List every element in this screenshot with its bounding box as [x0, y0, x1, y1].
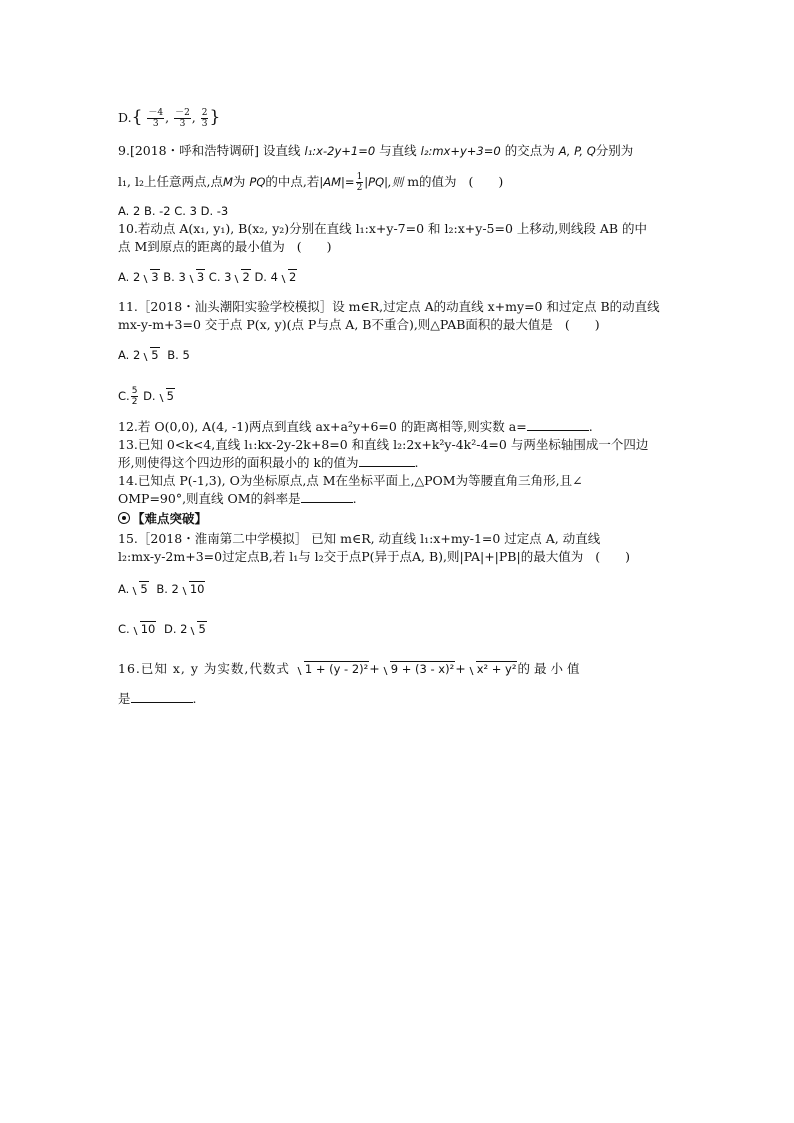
- q10-opt-b: B. 3: [163, 270, 186, 284]
- q16-text2: 的最小值: [517, 661, 584, 676]
- q9-text2: 与直线: [379, 143, 417, 158]
- q10-answer-paren: ( ): [296, 239, 332, 254]
- q8-item-3: $\frac{2}{3}$: [201, 108, 208, 129]
- q14-line-2: [118, 490, 678, 508]
- q15-opt-a-rad: 5: [140, 582, 148, 596]
- q9-answer-paren: ( ): [468, 174, 504, 189]
- q9-cond-right: |PQ|,则: [364, 175, 404, 189]
- section-header: [118, 510, 678, 528]
- q9-source: [2018・呼和浩特调研]: [129, 143, 260, 158]
- q16-plus2: +: [455, 661, 466, 676]
- q15-opt-c: C.: [118, 622, 130, 636]
- q11-opt-d-rad: 5: [166, 389, 174, 403]
- q11-options-cd: [118, 386, 678, 407]
- q11-opt-b: B. 5: [167, 348, 190, 362]
- q9-line-1: [118, 142, 678, 160]
- q16-line-2: [118, 690, 678, 708]
- q15-line-1: 15.［2018・淮南第二中学模拟］ 已知 m∈R, 动直线 l₁:x+my-1=0 过定点 A, 动直线: [118, 531, 601, 546]
- q11-options-ab: [118, 346, 678, 364]
- q8-option-d: D.{ $\frac{-4}{3}$ , $\frac{-2}{3}$ , $\frac{2}{3}$ }: [118, 107, 221, 129]
- q9-l1: l₁:x-2y+1=0: [304, 144, 376, 158]
- q10-opt-b-rad: 3: [196, 270, 205, 284]
- q9-ask: m的值为: [407, 174, 457, 189]
- q9-l2: l₂:mx+y+3=0: [420, 144, 501, 158]
- q11-opt-c-frac: [131, 386, 139, 407]
- q9-text4: 分别为: [595, 143, 634, 158]
- q9-m-point: M: [222, 175, 233, 189]
- q13-line-1: 13.已知 0<k<4,直线 l₁:kx-2y-2k+8=0 和直线 l₂:2x+k²y-4k²-4=0 与两坐标轴围成一个四边: [118, 437, 649, 452]
- q16-line2-text: 是: [118, 691, 131, 706]
- q15-opt-b: B. 2: [156, 582, 179, 596]
- q13-end: .: [414, 455, 419, 470]
- q12-line: [118, 418, 678, 436]
- q11-line2-text: mx-y-m+3=0 交于点 P(x, y)(点 P与点 A, B不重合),则△PAB面积的最大值是: [118, 317, 553, 332]
- q11-opt-a-rad: 5: [151, 348, 159, 362]
- q9-frac-den: 2: [356, 183, 363, 193]
- q15-options-cd: [118, 620, 678, 638]
- target-bullet-icon: [118, 512, 130, 524]
- q11-opt-c: C.: [118, 389, 130, 403]
- q14-answer-blank[interactable]: [301, 490, 353, 503]
- q10-opt-a-rad: 3: [151, 270, 159, 284]
- q11-opt-a: A. 2: [118, 348, 141, 362]
- q16-rad1: 1 + (y - 2)²: [304, 662, 369, 676]
- q11-opt-d: D.: [143, 389, 156, 403]
- q15-opt-d: D. 2: [163, 622, 188, 636]
- q12-end: .: [588, 419, 593, 434]
- q8-item-2: $\frac{-2}{3}$: [175, 108, 190, 129]
- q12-text: 12.若 O(0,0), A(4, -1)两点到直线 ax+a²y+6=0 的距离相等,则实数 a=: [118, 419, 527, 434]
- q9-line2b: 为: [232, 174, 246, 189]
- q9-line2a: l₁, l₂上任意两点,点: [118, 174, 223, 189]
- q8-item-1: $\frac{-4}{3}$: [148, 108, 164, 129]
- q9-options: A. 2 B. -2 C. 3 D. -3: [118, 204, 229, 218]
- q9-pq: PQ: [249, 175, 266, 189]
- q11-line-1: 11.［2018・汕头潮阳实验学校模拟］设 m∈R,过定点 A的动直线 x+my=0 和过定点 B的动直线: [118, 299, 660, 314]
- q11-answer-paren: ( ): [564, 317, 600, 332]
- q10-line-1: 10.若动点 A(x₁, y₁), B(x₂, y₂)分别在直线 l₁:x+y-7=0 和 l₂:x+y-5=0 上移动,则线段 AB 的中: [118, 221, 648, 236]
- q16-plus1: +: [369, 661, 380, 676]
- q13-line-2: [118, 454, 678, 472]
- q14-line2-text: OMP=90°,则直线 OM的斜率是: [118, 491, 301, 506]
- q15-options-ab: [118, 580, 678, 598]
- q10-opt-c-rad: 2: [242, 270, 250, 284]
- q16-answer-blank[interactable]: [131, 690, 193, 703]
- q9-half-fraction: [356, 172, 364, 193]
- q10-options: [118, 268, 678, 286]
- q15-opt-a: A.: [118, 582, 130, 596]
- q15-answer-paren: ( ): [595, 549, 630, 564]
- q11-opt-c-den: 2: [131, 397, 138, 407]
- q16-text1: 16.已知 x, y 为实数,代数式: [118, 661, 290, 676]
- q16-rad3: x² + y²: [476, 662, 517, 676]
- q15-opt-b-rad: 10: [189, 582, 205, 596]
- q10-line2-text: 点 M到原点的距离的最小值为: [118, 239, 285, 254]
- q9-text3: 的交点为: [504, 143, 555, 158]
- q10-opt-d: D. 4: [254, 270, 278, 284]
- section-title: 【难点突破】: [132, 511, 208, 526]
- q16-rad2: 9 + (3 - x)²: [390, 662, 455, 676]
- q16-end: .: [192, 691, 197, 706]
- q14-end: .: [352, 491, 357, 506]
- q10-opt-d-rad: 2: [288, 270, 297, 284]
- q9-line2c: 的中点,若: [265, 174, 320, 189]
- q15-opt-d-rad: 5: [198, 622, 206, 636]
- q9-cond-left: |AM|=: [319, 175, 355, 189]
- q15-line-2: [118, 548, 678, 566]
- q11-line-2: [118, 316, 678, 334]
- q9-text1: 设直线: [263, 143, 301, 158]
- q13-answer-blank[interactable]: [359, 454, 415, 467]
- q12-answer-blank[interactable]: [527, 418, 589, 431]
- q15-line2-text: l₂:mx-y-2m+3=0过定点B,若 l₁与 l₂交于点P(异于点A, B),则|PA|+|PB|的最大值为: [118, 549, 584, 564]
- q16-line-1: [118, 660, 678, 678]
- q14-line-1: 14.已知点 P(-1,3), O为坐标原点,点 M在坐标平面上,△POM为等腰直角三角形,且∠: [118, 473, 583, 488]
- q10-opt-c: C. 3: [208, 270, 232, 284]
- q11-opt-c-num: 5: [131, 386, 138, 396]
- q8-option-d-label: D.: [118, 110, 132, 125]
- q9-line-2: [118, 172, 678, 193]
- brace-open: {: [131, 107, 143, 127]
- q9-points: A, P, Q: [558, 144, 596, 158]
- q13-line2-text: 形,则使得这个四边形的面积最小的 k的值为: [118, 455, 359, 470]
- q9-prefix: 9.: [118, 143, 130, 158]
- q10-opt-a: A. 2: [118, 270, 141, 284]
- q10-line-2: [118, 238, 678, 256]
- q9-frac-num: 1: [356, 172, 363, 182]
- q15-opt-c-rad: 10: [140, 622, 156, 636]
- brace-close: }: [209, 107, 221, 127]
